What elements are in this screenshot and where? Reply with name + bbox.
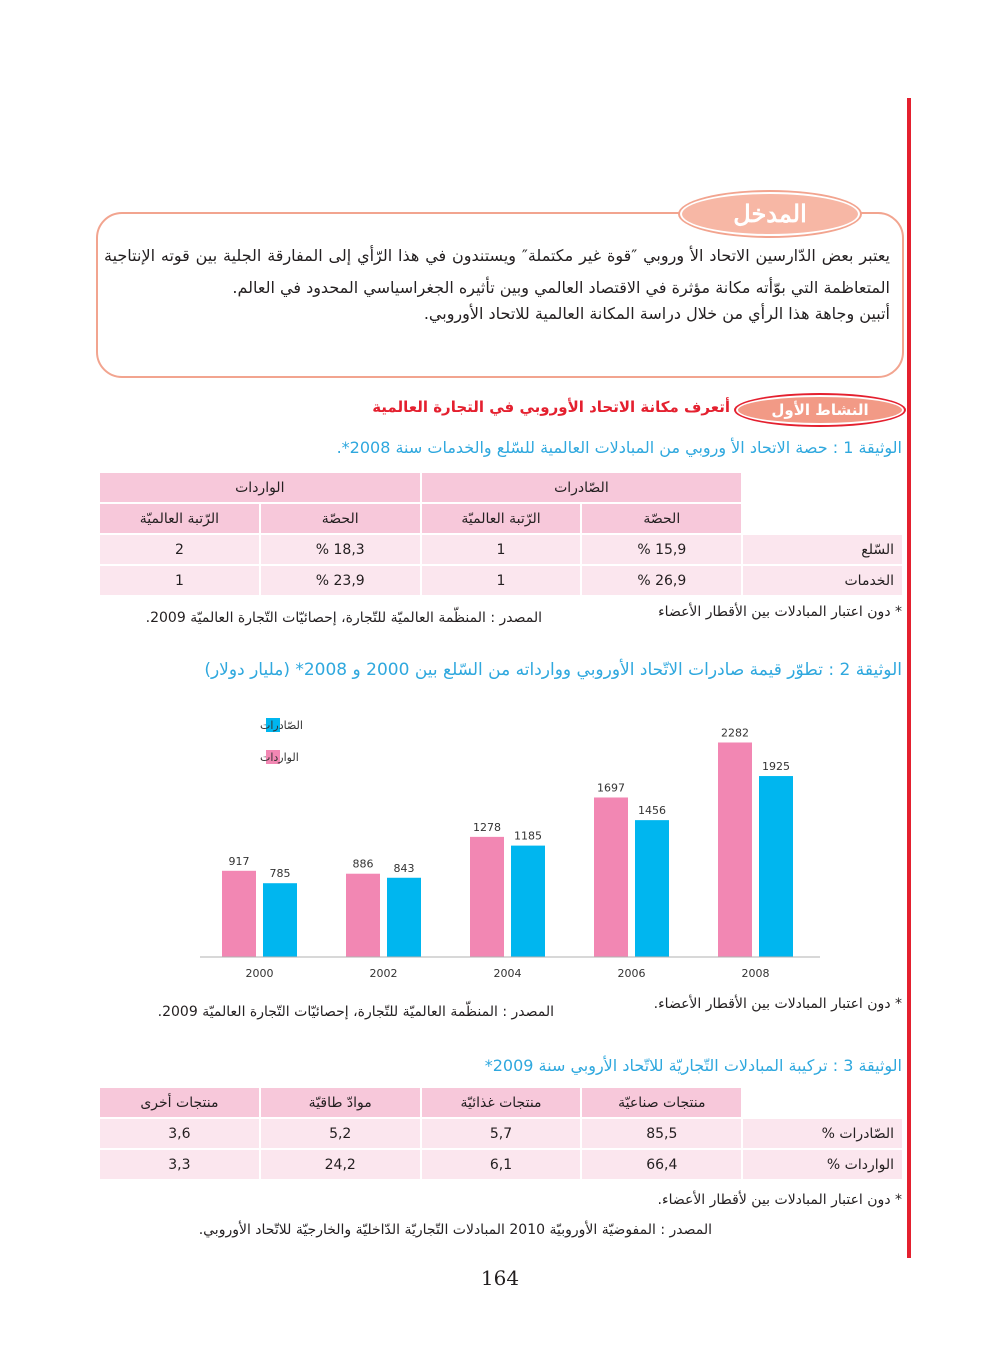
bar-imports (470, 837, 504, 957)
bar-imports (222, 871, 256, 957)
doc3-col-header: منتجات أخرى (100, 1088, 259, 1117)
x-tick-label: 2006 (617, 967, 646, 980)
intro-text (104, 240, 890, 324)
doc1-corner (743, 473, 902, 502)
cell: 6,1 (422, 1150, 581, 1179)
cell: 85,5 (582, 1119, 741, 1148)
table-row (100, 566, 902, 595)
doc2-title: الوثيقة 2 : تطوّر قيمة صادرات الاتّحاد الأوروبي ووارداته من السّلع بين 2000 و 2008* (مليار دولار) (204, 660, 902, 680)
data-label: 1925 (762, 760, 790, 774)
doc1-col-imp-share: الحصّة (261, 504, 420, 533)
legend-label: الواردات (260, 751, 299, 764)
data-label: 886 (352, 857, 374, 871)
cell: 18,3 % (261, 535, 420, 564)
data-label: 785 (269, 867, 291, 881)
data-label: 1697 (597, 781, 625, 795)
data-label: 1456 (638, 804, 666, 818)
cell: 26,9 % (582, 566, 741, 595)
bar-exports (635, 820, 669, 957)
data-label: 1185 (514, 829, 542, 843)
intro-badge: المدخل (680, 192, 860, 236)
doc2-source: المصدر : المنظّمة العالميّة للتّجارة، إحصائيّات التّجارة العالميّة 2009. (157, 1004, 554, 1020)
bar-imports (594, 797, 628, 957)
doc1-note: * دون اعتبار المبادلات بين الأقطار الأعضاء (658, 604, 902, 620)
cell: 15,9 % (582, 535, 741, 564)
cell: 5,7 (422, 1119, 581, 1148)
bar-exports (511, 846, 545, 957)
bar-exports (263, 883, 297, 957)
cell: 2 (100, 535, 259, 564)
data-label: 2282 (721, 726, 749, 740)
activity-label: النشاط الأول (736, 395, 904, 425)
doc1-col-exp-rank: الرّتبة العالميّة (422, 504, 581, 533)
cell: 66,4 (582, 1150, 741, 1179)
intro-paragraph: يعتبر بعض الدّارسين الاتحاد الأ وروبي ″قوة غير مكتملة″ ويستندون في هذا الرّأي إلى المفارقة الجلية بين قوته الإنتاجية المتعاظمة التي بوّأته مكانة مؤثرة في الاقتصاد العالمي وبين تأثيره الجغراسياسي المحدود في العالم. (104, 246, 890, 297)
row-label: الخدمات (743, 566, 902, 595)
cell: 5,2 (261, 1119, 420, 1148)
doc2-note: * دون اعتبار المبادلات بين الأقطار الأعضاء. (653, 996, 902, 1012)
margin-rule (907, 98, 911, 1258)
bar-imports (718, 742, 752, 957)
doc1-corner (743, 504, 902, 533)
data-label: 843 (393, 861, 415, 875)
bar-imports (346, 874, 380, 957)
cell: 23,9 % (261, 566, 420, 595)
table-row (100, 1150, 902, 1179)
legend-label: الصّادرات (260, 719, 303, 732)
row-label: الواردات % (743, 1150, 902, 1179)
doc3-table (98, 1086, 904, 1181)
row-label: الصّادرات % (743, 1119, 902, 1148)
cell: 1 (422, 535, 581, 564)
data-label: 917 (228, 854, 250, 868)
page-number: 164 (480, 1266, 520, 1290)
x-tick-label: 2004 (493, 967, 522, 980)
doc3-col-header: موادّ طاقيّة (261, 1088, 420, 1117)
bar-exports (387, 878, 421, 957)
doc3-col-header: منتجات غذائيّة (422, 1088, 581, 1117)
cell: 24,2 (261, 1150, 420, 1179)
cell: 1 (100, 566, 259, 595)
intro-task: أتبين وجاهة هذا الرأي من خلال دراسة المكانة العالمية للاتحاد الأوروبي. (423, 304, 890, 323)
data-label: 1278 (473, 820, 501, 834)
doc3-col-header: منتجات صناعيّة (582, 1088, 741, 1117)
row-label: السّلع (743, 535, 902, 564)
bar-exports (759, 776, 793, 957)
cell: 1 (422, 566, 581, 595)
doc3-note: * دون اعتبار المبادلات بين لأقطار الأعضاء. (657, 1192, 902, 1208)
doc3-corner (743, 1088, 902, 1117)
doc3-title: الوثيقة 3 : تركيبة المبادلات التّجاريّة للاتّحاد الأروبي سنة 2009* (484, 1056, 902, 1075)
x-tick-label: 2008 (741, 967, 770, 980)
doc2-bar-chart (200, 702, 828, 992)
x-tick-label: 2000 (245, 967, 274, 980)
x-tick-label: 2002 (369, 967, 398, 980)
activity-title: أتعرف مكانة الاتحاد الأوروبي في التجارة العالمية (372, 398, 730, 416)
doc1-header-exports: الصّادرات (422, 473, 742, 502)
doc1-col-exp-share: الحصّة (582, 504, 741, 533)
table-row (100, 535, 902, 564)
doc1-table (98, 471, 904, 597)
doc1-header-imports: الواردات (100, 473, 420, 502)
doc1-title: الوثيقة 1 : حصة الاتحاد الأ وروبي من المبادلات العالمية للسّلع والخدمات سنة 2008*. (336, 438, 902, 457)
doc1-col-imp-rank: الرّتبة العالميّة (100, 504, 259, 533)
doc3-source: المصدر : المفوضيّة الأوروبيّة 2010 المبادلات التّجاريّة الدّاخليّة والخارجيّة للاتّحاد الأوروبي. (198, 1222, 712, 1238)
doc1-source: المصدر : المنظّمة العالميّة للتّجارة، إحصائيّات التّجارة العالميّة 2009. (145, 610, 542, 626)
table-row (100, 1119, 902, 1148)
cell: 3,6 (100, 1119, 259, 1148)
cell: 3,3 (100, 1150, 259, 1179)
